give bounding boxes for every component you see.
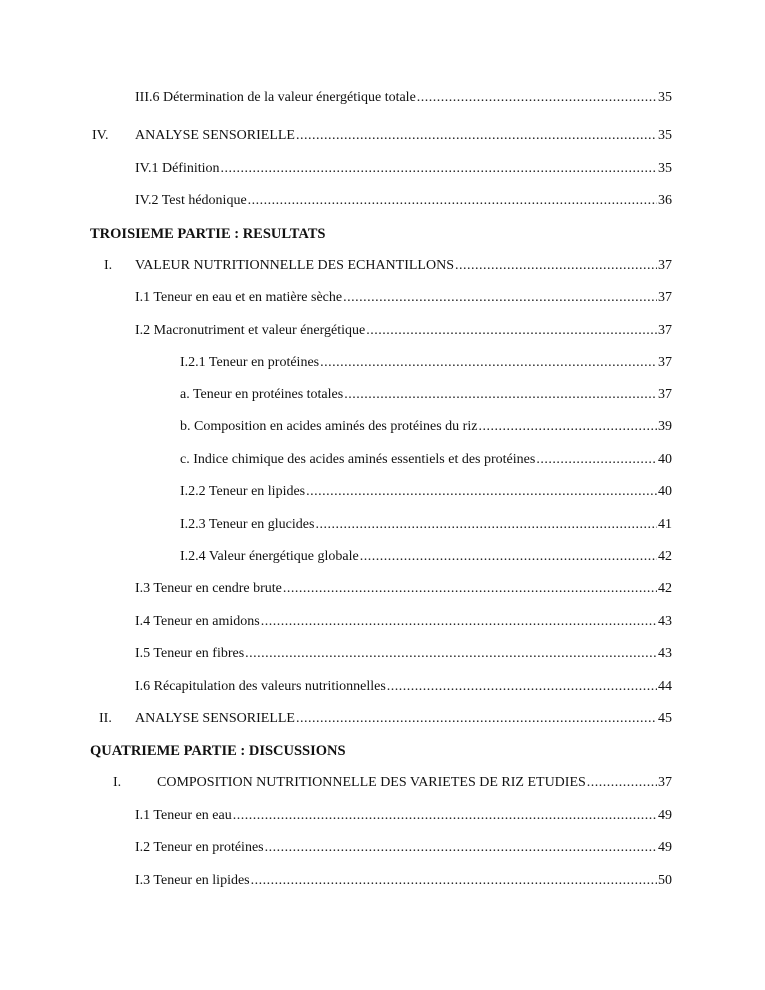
dot-leader <box>248 191 657 211</box>
toc-entry[interactable] <box>0 159 765 179</box>
toc-entry[interactable] <box>0 321 765 341</box>
toc-entry-title: III.6 Détermination de la valeur énergétique totale <box>135 90 416 105</box>
toc-entry-title: I.2 Macronutriment et valeur énergétique <box>135 323 366 338</box>
toc-section-number: II. <box>99 711 112 726</box>
toc-entry-title: VALEUR NUTRITIONNELLE DES ECHANTILLONS <box>135 258 454 273</box>
toc-page-number: 35 <box>658 128 672 143</box>
toc-entry-title: ANALYSE SENSORIELLE <box>135 128 295 143</box>
toc-entry-title: I.2.3 Teneur en glucides <box>180 517 315 532</box>
toc-entry[interactable] <box>0 579 765 599</box>
toc-entry[interactable] <box>0 88 765 108</box>
toc-entry[interactable] <box>0 288 765 308</box>
toc-entry-title: a. Teneur en protéines totales <box>180 387 344 402</box>
dot-leader <box>233 806 657 826</box>
toc-entry[interactable] <box>0 709 765 729</box>
dot-leader <box>536 450 657 470</box>
toc-entry-title: I.2 Teneur en protéines <box>135 840 264 855</box>
dot-leader <box>360 547 657 567</box>
dot-leader <box>417 88 657 108</box>
toc-entry[interactable] <box>0 871 765 891</box>
toc-entry[interactable] <box>0 256 765 276</box>
toc-entry-title: I.1 Teneur en eau et en matière sèche <box>135 290 343 305</box>
toc-page-number: 44 <box>658 679 672 694</box>
toc-entry[interactable] <box>0 773 765 793</box>
toc-page-number: 43 <box>658 614 672 629</box>
dot-leader <box>221 159 657 179</box>
dot-leader <box>478 417 657 437</box>
toc-page-number: 49 <box>658 840 672 855</box>
toc-entry[interactable] <box>0 677 765 697</box>
toc-section-number: IV. <box>92 128 109 143</box>
dot-leader <box>387 677 657 697</box>
toc-page-number: 37 <box>658 387 672 402</box>
toc-entry-title: ANALYSE SENSORIELLE <box>135 711 295 726</box>
toc-entry-title: I.4 Teneur en amidons <box>135 614 260 629</box>
toc-entry-title: I.5 Teneur en fibres <box>135 646 245 661</box>
toc-section-number: I. <box>113 775 122 790</box>
toc-entry[interactable] <box>0 353 765 373</box>
toc-page-number: 45 <box>658 711 672 726</box>
dot-leader <box>283 579 657 599</box>
dot-leader <box>366 321 657 341</box>
toc-page-number: 42 <box>658 581 672 596</box>
toc-entry[interactable] <box>0 385 765 405</box>
toc-entry-title: b. Composition en acides aminés des protéines du riz <box>180 419 478 434</box>
dot-leader <box>343 288 657 308</box>
dot-leader <box>315 515 657 535</box>
toc-entry[interactable] <box>0 126 765 146</box>
toc-entry-title: I.2.2 Teneur en lipides <box>180 484 306 499</box>
dot-leader <box>265 838 657 858</box>
toc-page-number: 35 <box>658 90 672 105</box>
toc-page-number: 42 <box>658 549 672 564</box>
toc-entry[interactable] <box>0 547 765 567</box>
toc-entry[interactable] <box>0 450 765 470</box>
dot-leader <box>261 612 657 632</box>
toc-page-number: 37 <box>658 775 672 790</box>
dot-leader <box>245 644 657 664</box>
dot-leader <box>306 482 657 502</box>
toc-page-number: 40 <box>658 452 672 467</box>
toc-page-number: 37 <box>658 290 672 305</box>
toc-entry-title: I.2.1 Teneur en protéines <box>180 355 320 370</box>
toc-section-number: I. <box>104 258 113 273</box>
toc-page-number: 37 <box>658 323 672 338</box>
toc-entry-title: I.3 Teneur en lipides <box>135 873 250 888</box>
toc-entry-title: COMPOSITION NUTRITIONNELLE DES VARIETES DE RIZ ETUDIES <box>157 775 586 790</box>
toc-page-number: 39 <box>658 419 672 434</box>
dot-leader <box>455 256 657 276</box>
toc-page-number: 41 <box>658 517 672 532</box>
toc-entry-title: I.6 Récapitulation des valeurs nutritionnelles <box>135 679 386 694</box>
toc-entry-title: IV.1 Définition <box>135 161 220 176</box>
toc-page-number: 36 <box>658 193 672 208</box>
toc-page-number: 40 <box>658 484 672 499</box>
toc-page-number: 35 <box>658 161 672 176</box>
toc-page-number: 43 <box>658 646 672 661</box>
toc-entry-title: IV.2 Test hédonique <box>135 193 247 208</box>
toc-entry[interactable] <box>0 838 765 858</box>
dot-leader <box>296 709 657 729</box>
toc-entry[interactable] <box>0 417 765 437</box>
toc-page-number: 50 <box>658 873 672 888</box>
dot-leader <box>344 385 657 405</box>
part-heading: QUATRIEME PARTIE : DISCUSSIONS <box>90 743 346 759</box>
toc-page-number: 37 <box>658 355 672 370</box>
toc-entry[interactable] <box>0 515 765 535</box>
part-heading: TROISIEME PARTIE : RESULTATS <box>90 226 326 242</box>
dot-leader <box>251 871 657 891</box>
toc-entry-title: I.2.4 Valeur énergétique globale <box>180 549 359 564</box>
toc-entry-title: I.3 Teneur en cendre brute <box>135 581 282 596</box>
toc-entry-title: I.1 Teneur en eau <box>135 808 232 823</box>
dot-leader <box>587 773 657 793</box>
toc-page-number: 37 <box>658 258 672 273</box>
toc-page-number: 49 <box>658 808 672 823</box>
dot-leader <box>296 126 657 146</box>
toc-entry[interactable] <box>0 482 765 502</box>
toc-entry[interactable] <box>0 806 765 826</box>
dot-leader <box>320 353 657 373</box>
toc-entry[interactable] <box>0 644 765 664</box>
toc-entry[interactable] <box>0 191 765 211</box>
toc-entry[interactable] <box>0 612 765 632</box>
toc-entry-title: c. Indice chimique des acides aminés essentiels et des protéines <box>180 452 536 467</box>
